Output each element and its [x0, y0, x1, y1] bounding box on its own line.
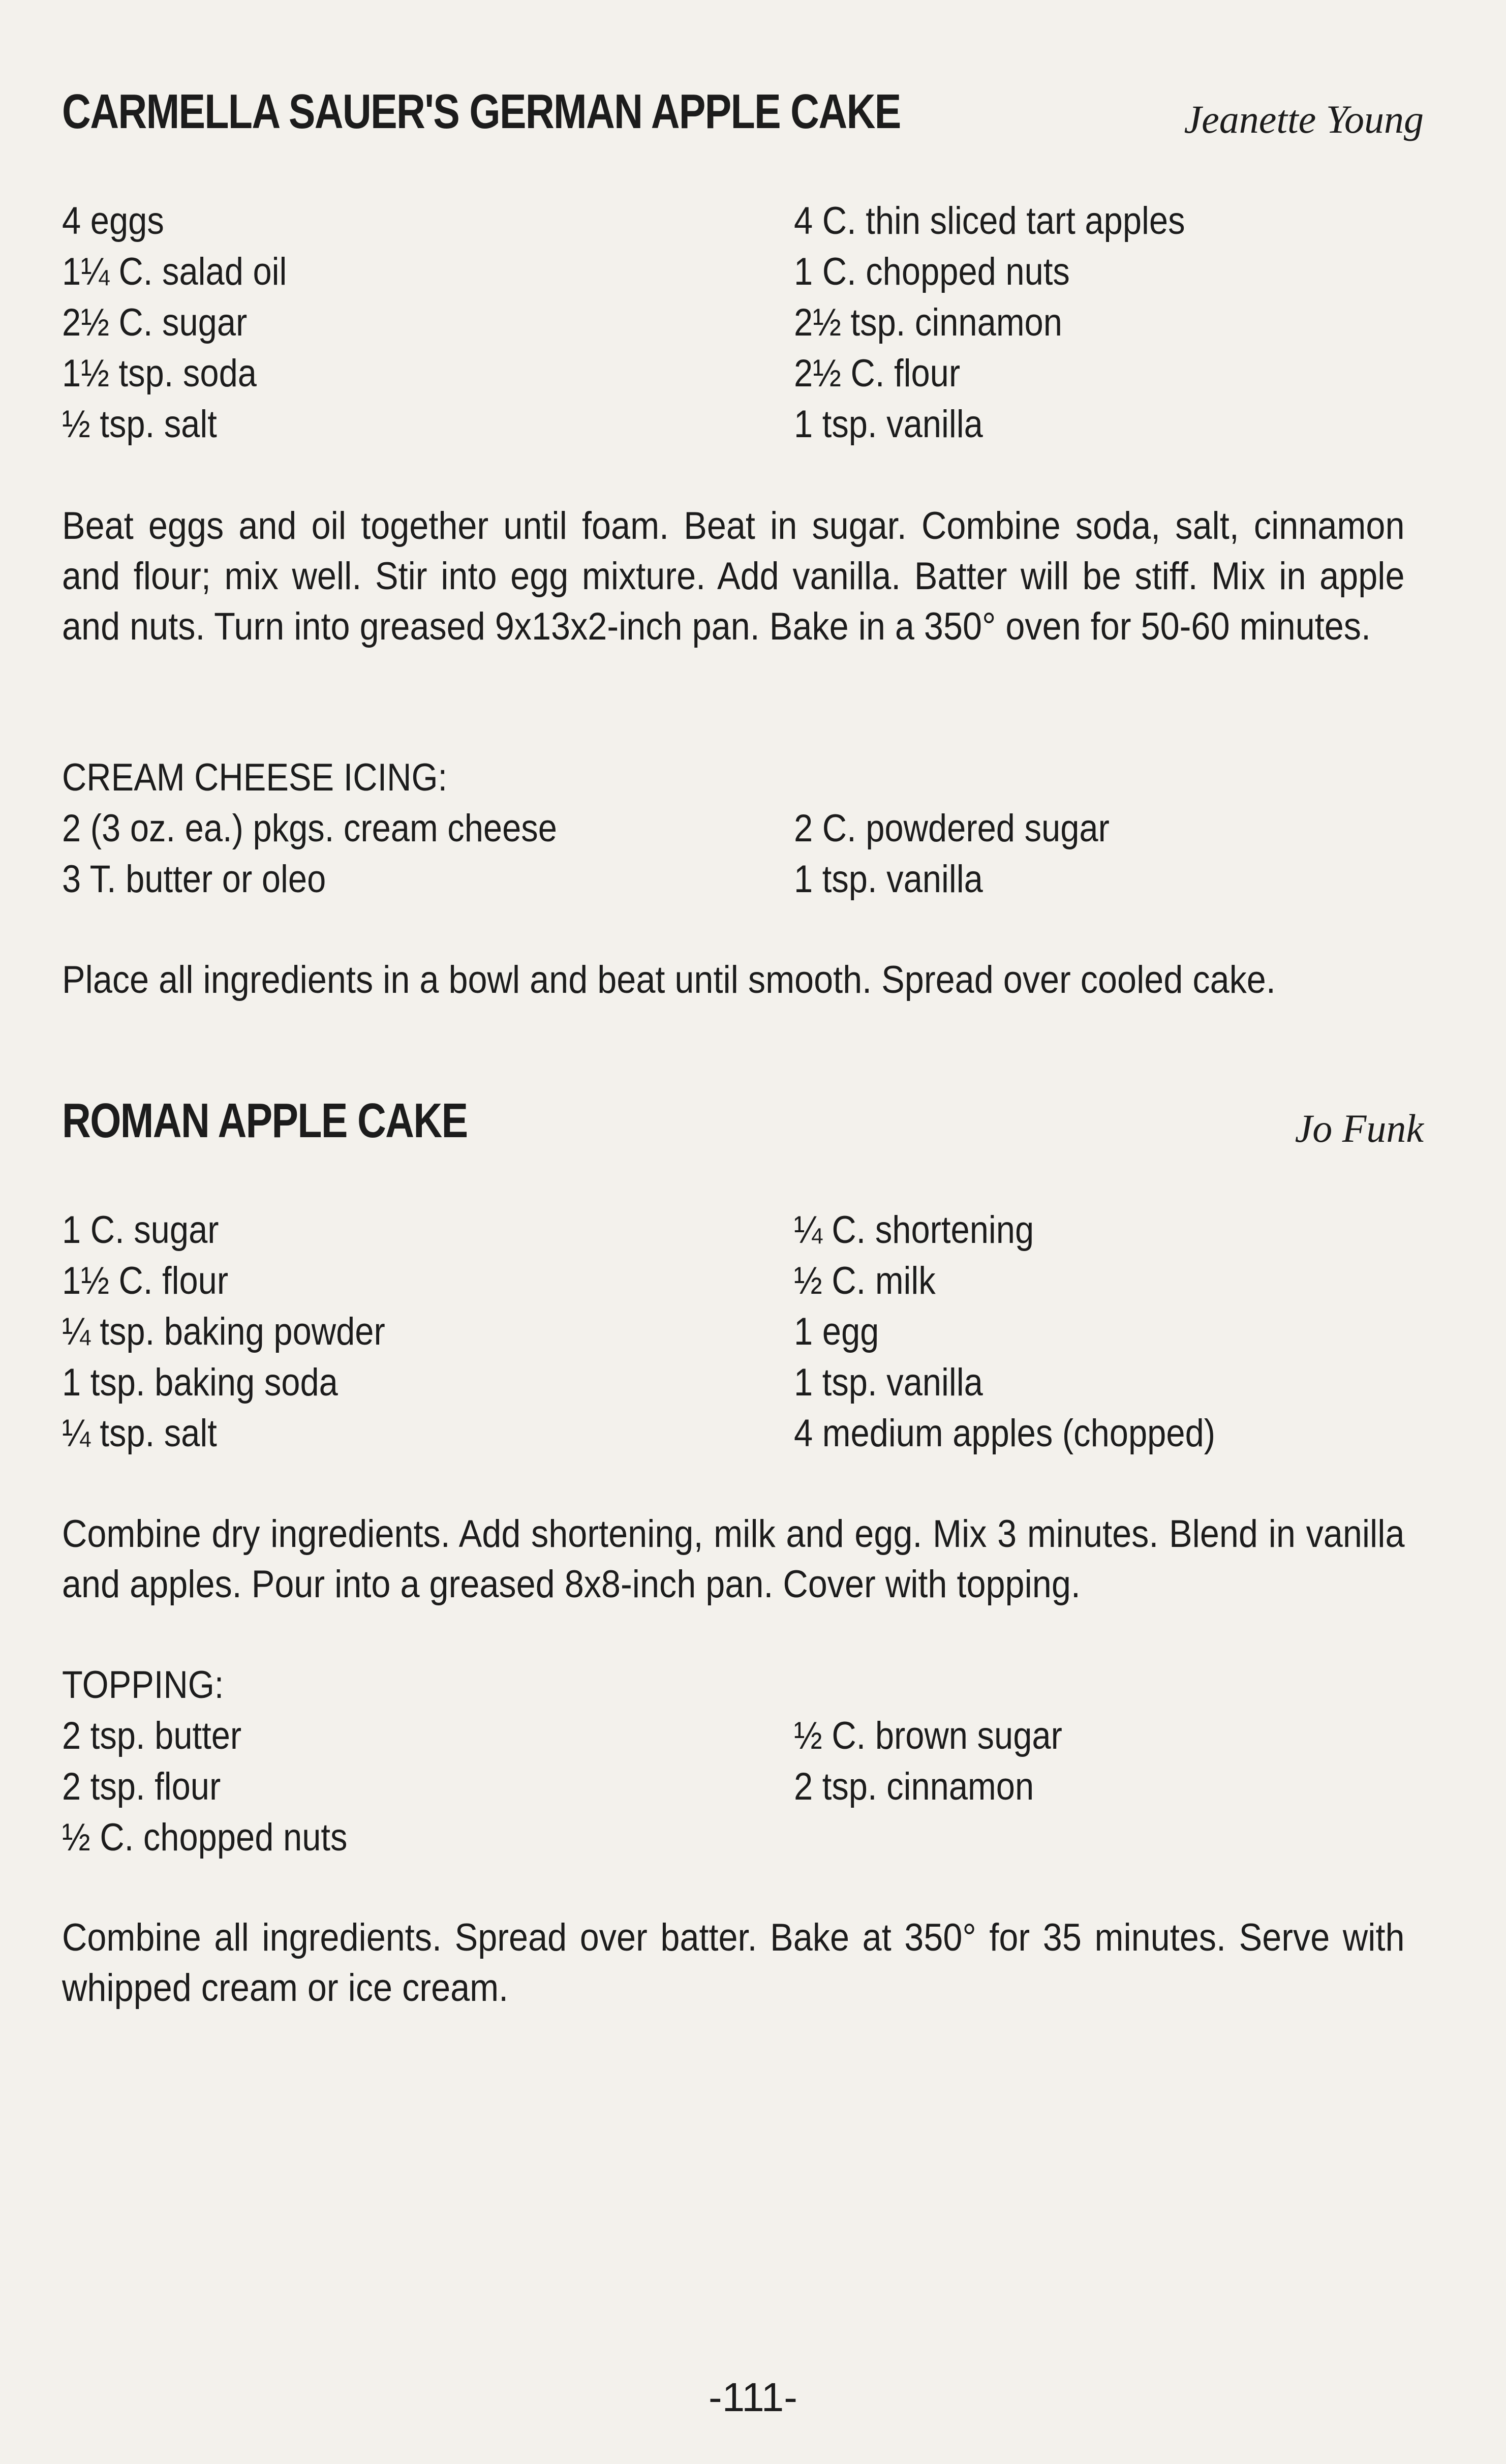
ingredient: 4 eggs: [62, 199, 164, 242]
ingredient: ½ C. milk: [794, 1259, 936, 1302]
ingredient: 1 C. chopped nuts: [794, 250, 1070, 293]
ingredient: 2½ C. flour: [794, 352, 961, 395]
ingredient: 1 tsp. baking soda: [62, 1361, 338, 1404]
icing-directions: Place all ingredients in a bowl and beat until smooth. Spread over cooled cake.: [62, 958, 1276, 1001]
ingredient: ½ tsp. salt: [62, 403, 217, 446]
ingredient: 2 tsp. flour: [62, 1765, 221, 1808]
ingredient: 2 tsp. butter: [62, 1714, 242, 1757]
ingredient: 1 tsp. vanilla: [794, 1361, 983, 1404]
ingredient: 1 tsp. vanilla: [794, 403, 983, 446]
ingredient: 2 C. powdered sugar: [794, 807, 1110, 850]
ingredient: 2 tsp. cinnamon: [794, 1765, 1034, 1808]
ingredient: 4 C. thin sliced tart apples: [794, 199, 1185, 242]
ingredient: 1 C. sugar: [62, 1208, 219, 1252]
recipe-title: CARMELLA SAUER'S GERMAN APPLE CAKE: [62, 84, 901, 139]
ingredient: 1 egg: [794, 1310, 879, 1353]
recipe-author: Jeanette Young: [1184, 97, 1424, 141]
ingredient: 3 T. butter or oleo: [62, 858, 326, 901]
ingredient: 1¼ C. salad oil: [62, 250, 287, 293]
ingredient: 2½ tsp. cinnamon: [794, 301, 1062, 344]
page-number: -111-: [709, 2375, 797, 2420]
recipe-directions: Beat eggs and oil together until foam. Beat in sugar. Combine soda, salt, cinnamon and flour; mix well. Stir into egg mixture. Add vanilla. Batter will be stiff. Mix in apple and nuts. Turn into greased 9x13x2-inch pan. Bake in a 350° oven for 50-60 minutes.: [62, 504, 1405, 648]
recipe-directions: Combine dry ingredients. Add shortening, milk and egg. Mix 3 minutes. Blend in vanilla and apples. Pour into a greased 8x8-inch pan. Cover with topping.: [62, 1512, 1405, 1606]
topping-directions: Combine all ingredients. Spread over batter. Bake at 350° for 35 minutes. Serve with whipped cream or ice cream.: [62, 1916, 1405, 2010]
ingredient: 4 medium apples (chopped): [794, 1412, 1216, 1455]
ingredient: 1½ tsp. soda: [62, 352, 257, 395]
ingredient: 2½ C. sugar: [62, 301, 248, 344]
ingredient: ¼ tsp. baking powder: [62, 1310, 385, 1353]
ingredient: ½ C. chopped nuts: [62, 1816, 348, 1859]
ingredient: 1½ C. flour: [62, 1259, 229, 1302]
icing-heading: CREAM CHEESE ICING:: [62, 756, 448, 799]
recipe-title: ROMAN APPLE CAKE: [62, 1093, 468, 1148]
recipe-author: Jo Funk: [1295, 1106, 1424, 1150]
ingredient: 2 (3 oz. ea.) pkgs. cream cheese: [62, 807, 557, 850]
ingredient: ¼ tsp. salt: [62, 1412, 217, 1455]
topping-heading: TOPPING:: [62, 1663, 224, 1707]
ingredient: ½ C. brown sugar: [794, 1714, 1062, 1757]
ingredient: 1 tsp. vanilla: [794, 858, 983, 901]
ingredient: ¼ C. shortening: [794, 1208, 1034, 1252]
